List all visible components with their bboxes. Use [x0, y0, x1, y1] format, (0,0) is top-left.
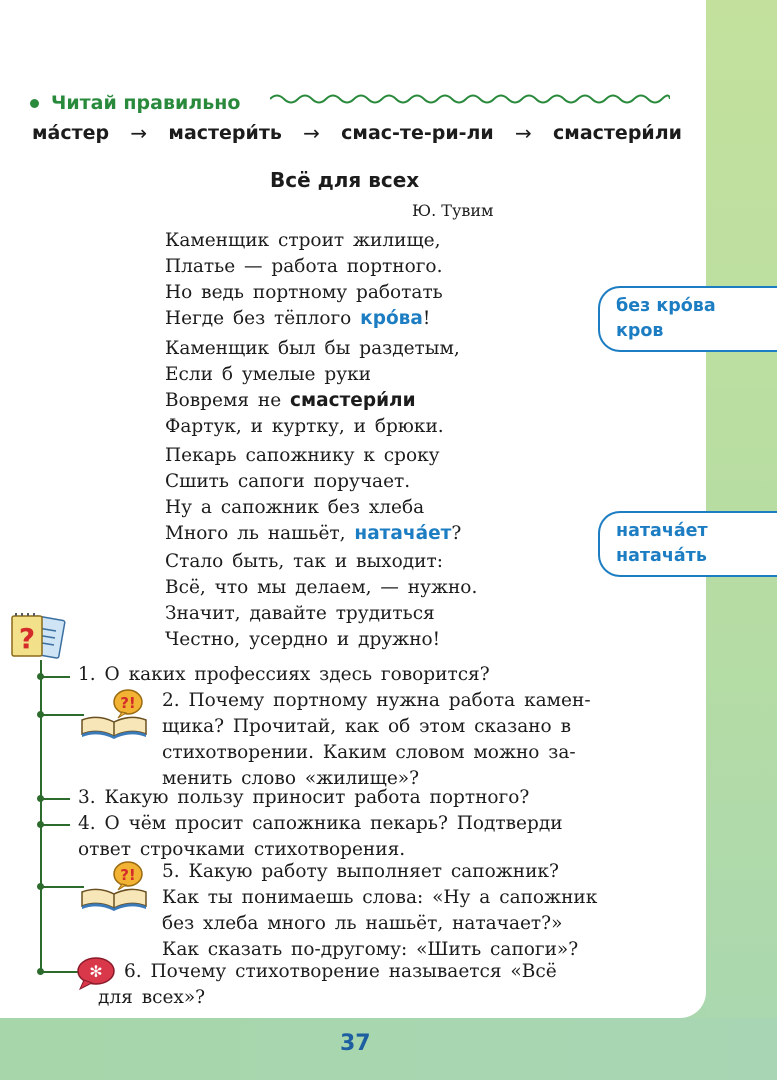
highlighted-word: натача́ет	[354, 523, 452, 544]
poem-line: Честно, усердно и дружно!	[165, 629, 441, 650]
arrow-right-icon: →	[303, 121, 320, 145]
timeline-tick	[40, 971, 78, 973]
bullet-icon	[30, 99, 39, 108]
question-line: 2. Почему портному нужна работа камен-	[162, 690, 591, 711]
note-line: натача́ть	[616, 546, 707, 566]
highlighted-word: кро́ва	[360, 308, 423, 329]
poem-line: Всё, что мы делаем, — нужно.	[165, 577, 478, 598]
poem-line: Пекарь сапожнику к сроку	[165, 445, 440, 466]
open-book-icon	[78, 686, 150, 740]
open-book-icon	[78, 858, 150, 912]
svg-text:?!: ?!	[120, 866, 136, 884]
poem-line	[165, 521, 461, 547]
poem-line	[165, 306, 443, 332]
punctuation: ?	[451, 523, 462, 544]
poem-line: Каменщик строит жилище,	[165, 230, 441, 251]
question-line: 1. О каких профессиях здесь говорится?	[78, 664, 490, 685]
svg-text:?!: ?!	[120, 694, 136, 712]
stanza-4	[165, 549, 477, 653]
stanza-2	[165, 336, 460, 440]
bold-word: смастери́ли	[290, 390, 416, 411]
question-line: 5. Какую работу выполняет сапожник?	[162, 861, 559, 882]
question-line: Как ты понимаешь слова: «Ну а сапожник	[162, 887, 598, 908]
note-line: натача́ет	[616, 521, 708, 541]
question-5	[162, 859, 672, 963]
question-2	[162, 688, 672, 792]
question-3	[78, 785, 529, 811]
question-line: щика? Прочитай, как об этом сказано в	[162, 716, 571, 737]
question-line: 4. О чём просит сапожника пекарь? Подтверди	[78, 813, 563, 834]
note-line: кров	[616, 321, 664, 341]
punctuation: !	[422, 308, 431, 329]
poem-line-text: Вовремя не	[165, 390, 291, 411]
wavy-underline-icon	[270, 92, 670, 106]
note-line: без кро́ва	[616, 296, 716, 316]
question-line: 3. Какую пользу приносит работа портного?	[78, 787, 530, 808]
poem-line-text: Негде без тёплого	[165, 308, 361, 329]
poem-line: Сшить сапоги поручает.	[165, 471, 411, 492]
poem-author: Ю. Тувим	[412, 201, 494, 220]
question-line: 6. Почему стихотворение называется «Всё	[124, 961, 557, 982]
svg-text:?: ?	[18, 622, 36, 655]
chain-word: мастери́ть	[168, 122, 282, 144]
poem-line: Значит, давайте трудиться	[165, 603, 435, 624]
arrow-right-icon: →	[515, 121, 532, 145]
poem-line	[165, 388, 460, 414]
chain-word: смас-те-ри-ли	[341, 122, 494, 144]
question-line: стихотворении. Каким словом можно за-	[162, 742, 576, 763]
vocabulary-note-natachaet	[598, 511, 777, 577]
chain-word: смастери́ли	[553, 122, 682, 144]
poem-line: Каменщик был бы раздетым,	[165, 338, 460, 359]
bottom-margin-strip	[0, 1018, 777, 1080]
page-number: 37	[340, 1031, 371, 1056]
question-sheet-icon	[8, 612, 70, 664]
word-chain	[32, 121, 682, 145]
poem-line: Платье — работа портного.	[165, 256, 443, 277]
svg-text:✻: ✻	[89, 962, 103, 981]
stanza-1	[165, 228, 443, 332]
timeline-tick	[40, 676, 70, 678]
question-line: Как сказать по-другому: «Шить сапоги»?	[162, 939, 579, 960]
question-line: ответ строчками стихотворения.	[78, 839, 406, 860]
poem-title: Всё для всех	[270, 168, 420, 192]
question-line: для всех»?	[98, 987, 206, 1008]
vocabulary-note-krov	[598, 286, 777, 352]
questions-timeline	[40, 660, 42, 972]
question-4	[78, 811, 678, 863]
poem-line: Если б умелые руки	[165, 364, 371, 385]
timeline-tick	[40, 798, 70, 800]
read-correctly-header	[30, 89, 240, 117]
question-6	[98, 959, 684, 1011]
chain-word: ма́стер	[32, 122, 110, 144]
timeline-tick	[40, 824, 70, 826]
section-title: Читай правильно	[51, 92, 241, 114]
question-line: менить слово «жилище»?	[162, 768, 420, 789]
poem-line: Ну а сапожник без хлеба	[165, 497, 425, 518]
poem-line: Фартук, и куртку, и брюки.	[165, 416, 444, 437]
question-1	[78, 662, 490, 688]
poem-line-text: Много ль нашьёт,	[165, 523, 355, 544]
arrow-right-icon: →	[130, 121, 148, 145]
poem-line: Стало быть, так и выходит:	[165, 551, 443, 572]
poem-line: Но ведь портному работать	[165, 282, 443, 303]
question-line: без хлеба много ль нашьёт, натачает?»	[162, 913, 563, 934]
stanza-3	[165, 443, 461, 547]
